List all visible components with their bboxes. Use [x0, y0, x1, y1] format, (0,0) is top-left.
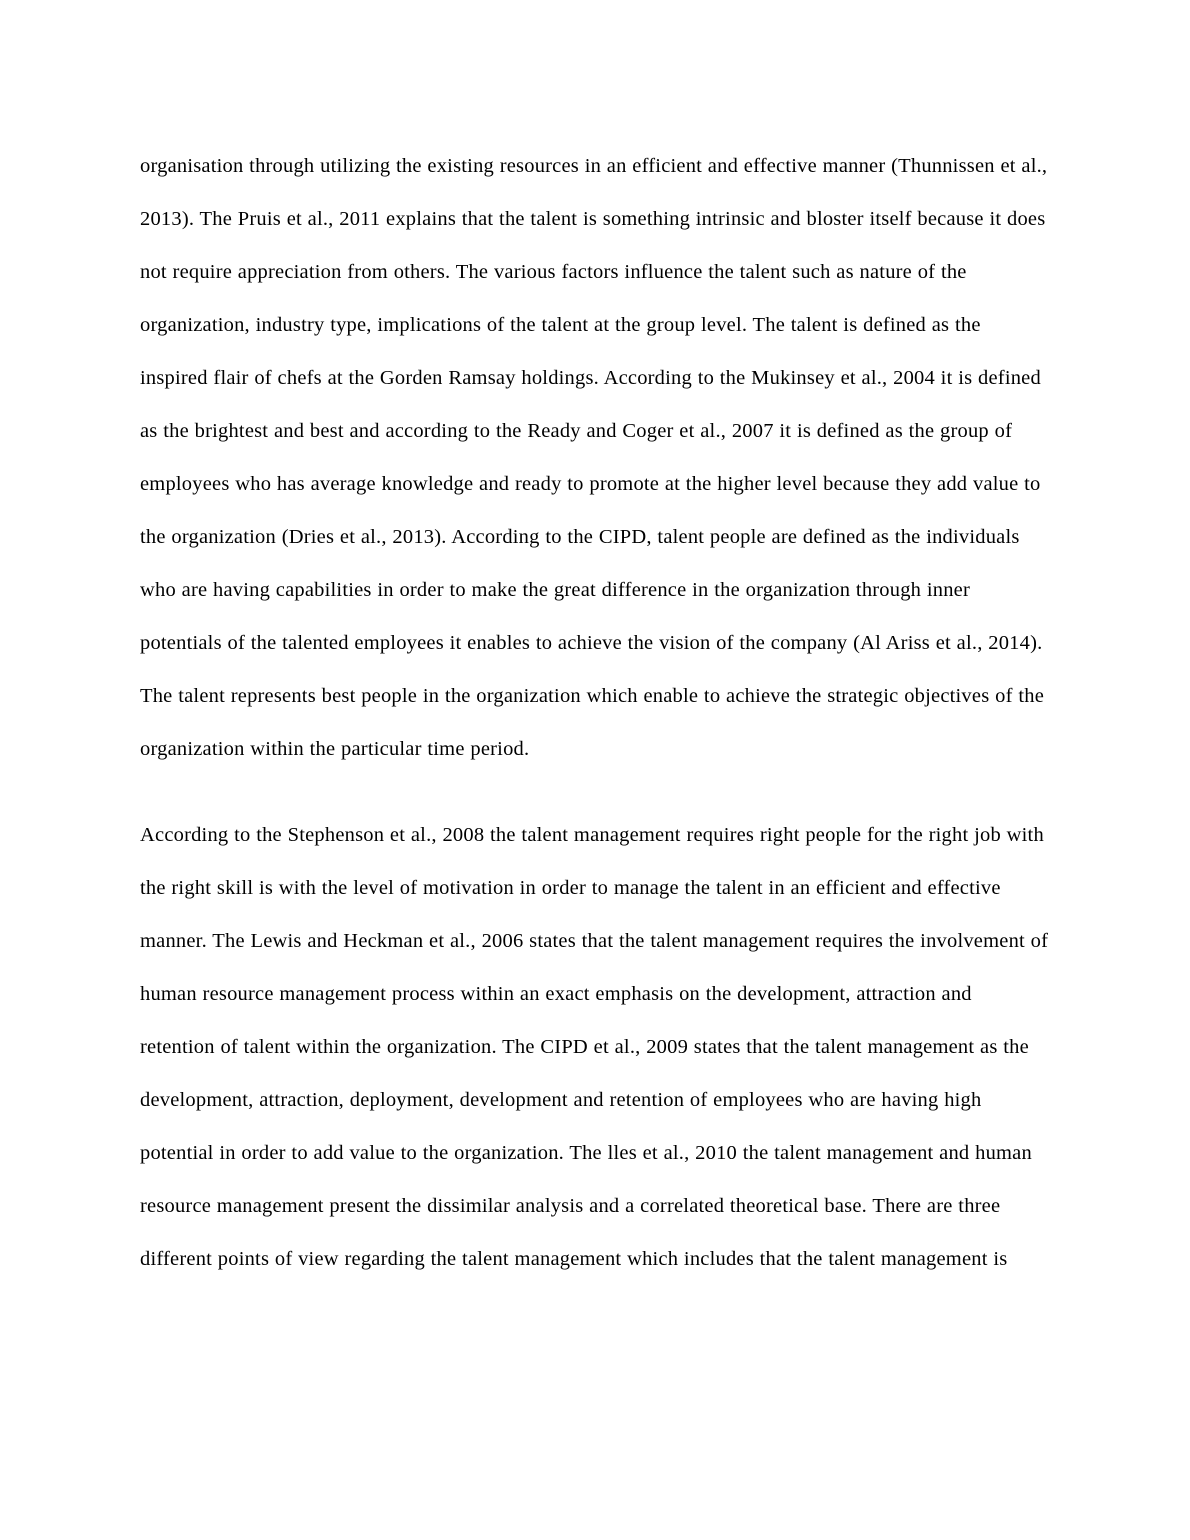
- paragraph-2: According to the Stephenson et al., 2008 the talent management requires right people for the right job with the right skill is with the level of motivation in order to manage the talent in an efficient and effective manner. The Lewis and Heckman et al., 2006 states that the talent management requires the involvement of human resource management process within an exact emphasis on the development, attraction and retention of talent within the organization. The CIPD et al., 2009 states that the talent management as the development, attraction, deployment, development and retention of employees who are having high potential in order to add value to the organization. The lles et al., 2010 the talent management and human resource management present the dissimilar analysis and a correlated theoretical base. There are three different points of view regarding the talent management which includes that the talent management is: [140, 824, 1049, 1270]
- document-body: [140, 140, 1050, 1286]
- paragraph-1: organisation through utilizing the existing resources in an efficient and effective manner (Thunnissen et al., 2013). The Pruis et al., 2011 explains that the talent is something intrinsic and bloster itself because it does not require appreciation from others. The various factors influence the talent such as nature of the organization, industry type, implications of the talent at the group level. The talent is defined as the inspired flair of chefs at the Gorden Ramsay holdings. According to the Mukinsey et al., 2004 it is defined as the brightest and best and according to the Ready and Coger et al., 2007 it is defined as the group of employees who has average knowledge and ready to promote at the higher level because they add value to the organization (Dries et al., 2013). According to the CIPD, talent people are defined as the individuals who are having capabilities in order to make the great difference in the organization through inner potentials of the talented employees it enables to achieve the vision of the company (Al Ariss et al., 2014). The talent represents best people in the organization which enable to achieve the strategic objectives of the organization within the particular time period.: [140, 155, 1048, 760]
